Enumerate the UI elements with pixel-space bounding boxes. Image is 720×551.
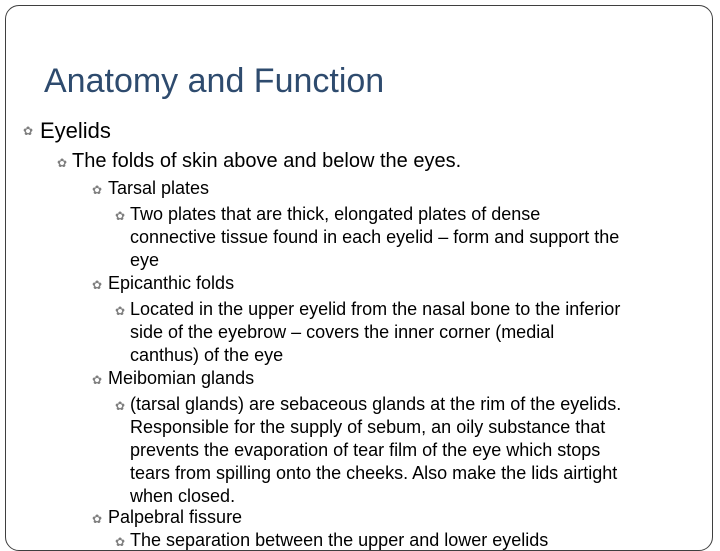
bullet-palpebral-fissure: Palpebral fissure: [108, 507, 243, 527]
bullet-meibomian-glands: Meibomian glands: [108, 368, 255, 388]
bullet-icon: ✿: [115, 399, 126, 413]
epicanthic-text-1: Located in the upper eyelid from the nasal bone to the inferior: [130, 299, 621, 319]
bullet-icon: ✿: [115, 535, 126, 549]
slide-title: Anatomy and Function: [44, 62, 385, 100]
bullet-icon: ✿: [92, 512, 103, 526]
bullet-icon: ✿: [57, 156, 68, 170]
bullet-icon: ✿: [23, 124, 34, 138]
epicanthic-text-3: canthus) of the eye: [130, 345, 284, 365]
bullet-icon: ✿: [115, 304, 126, 318]
meibomian-text-5: when closed.: [130, 486, 236, 506]
tarsal-plates-text-2: connective tissue found in each eyelid – form and support the: [130, 227, 620, 247]
bullet-eyelids: Eyelids: [40, 118, 111, 143]
bullet-icon: ✿: [92, 183, 103, 197]
meibomian-text-4: tears from spilling onto the cheeks. Also make the lids airtight: [130, 463, 618, 483]
bullet-icon: ✿: [92, 373, 103, 387]
bullet-icon: ✿: [92, 278, 103, 292]
tarsal-plates-text-3: eye: [130, 250, 160, 270]
palpebral-text-1: The separation between the upper and lower eyelids: [130, 530, 549, 550]
bullet-tarsal-plates: Tarsal plates: [108, 178, 210, 198]
meibomian-text-1: (tarsal glands) are sebaceous glands at the rim of the eyelids.: [130, 394, 622, 414]
tarsal-plates-text-1: Two plates that are thick, elongated plates of dense: [130, 204, 541, 224]
bullet-icon: ✿: [115, 209, 126, 223]
epicanthic-text-2: side of the eyebrow – covers the inner corner (medial: [130, 322, 555, 342]
bullet-folds-of-skin: The folds of skin above and below the eyes.: [72, 150, 462, 172]
meibomian-text-3: prevents the evaporation of tear film of the eye which stops: [130, 440, 601, 460]
bullet-epicanthic-folds: Epicanthic folds: [108, 273, 235, 293]
meibomian-text-2: Responsible for the supply of sebum, an oily substance that: [130, 417, 606, 437]
